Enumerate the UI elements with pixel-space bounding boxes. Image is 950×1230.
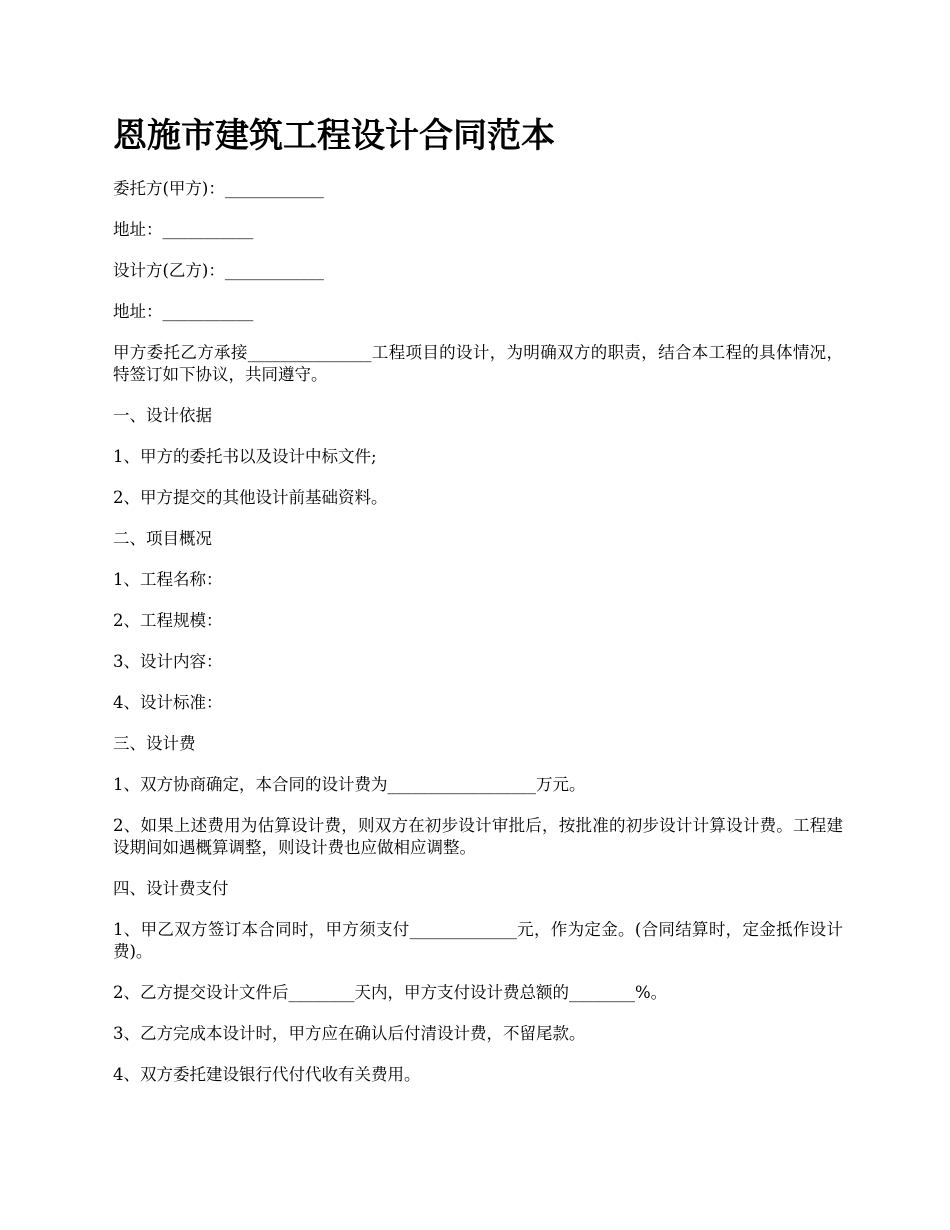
clause-item: 3、乙方完成本设计时，甲方应在确认后付清设计费，不留尾款。 xyxy=(113,1024,586,1043)
clause-item: 2、如果上述费用为估算设计费，则双方在初步设计审批后，按批准的初步设计计算设计费。工程建设期间如遇概算调整，则设计费也应做相应调整。 xyxy=(113,816,843,857)
clause-item: 1、甲方的委托书以及设计中标文件; xyxy=(113,447,377,466)
clause-item: 3、设计内容： xyxy=(113,652,223,671)
clause-item: 1、双方协商确定，本合同的设计费为__________________万元。 xyxy=(113,775,586,794)
section-heading-design-fee: 三、设计费 xyxy=(113,734,196,753)
document-page xyxy=(113,112,843,1105)
clause-item: 2、乙方提交设计文件后________天内，甲方支付设计费总额的________%。 xyxy=(113,983,668,1002)
party-b-line: 设计方(乙方)：____________ xyxy=(113,261,324,280)
preamble-paragraph: 甲方委托乙方承接_______________工程项目的设计，为明确双方的职责，结合本工程的具体情况，特签订如下协议，共同遵守。 xyxy=(113,343,843,384)
clause-item: 1、工程名称： xyxy=(113,570,223,589)
clause-item: 4、设计标准： xyxy=(113,693,223,712)
clause-item: 2、工程规模： xyxy=(113,611,223,630)
party-b-address-line: 地址：___________ xyxy=(113,302,254,321)
party-a-address-line: 地址：___________ xyxy=(113,220,254,239)
clause-item: 2、甲方提交的其他设计前基础资料。 xyxy=(113,488,388,507)
clause-item: 4、双方委托建设银行代付代收有关费用。 xyxy=(113,1065,421,1084)
party-a-line: 委托方(甲方)：____________ xyxy=(113,179,324,198)
section-heading-design-basis: 一、设计依据 xyxy=(113,406,212,425)
document-title: 恩施市建筑工程设计合同范本 xyxy=(113,116,555,156)
section-heading-project-overview: 二、项目概况 xyxy=(113,529,212,548)
clause-item: 1、甲乙双方签订本合同时，甲方须支付_____________元，作为定金。(合同结算时，定金抵作设计费)。 xyxy=(113,920,843,961)
section-heading-fee-payment: 四、设计费支付 xyxy=(113,879,229,898)
